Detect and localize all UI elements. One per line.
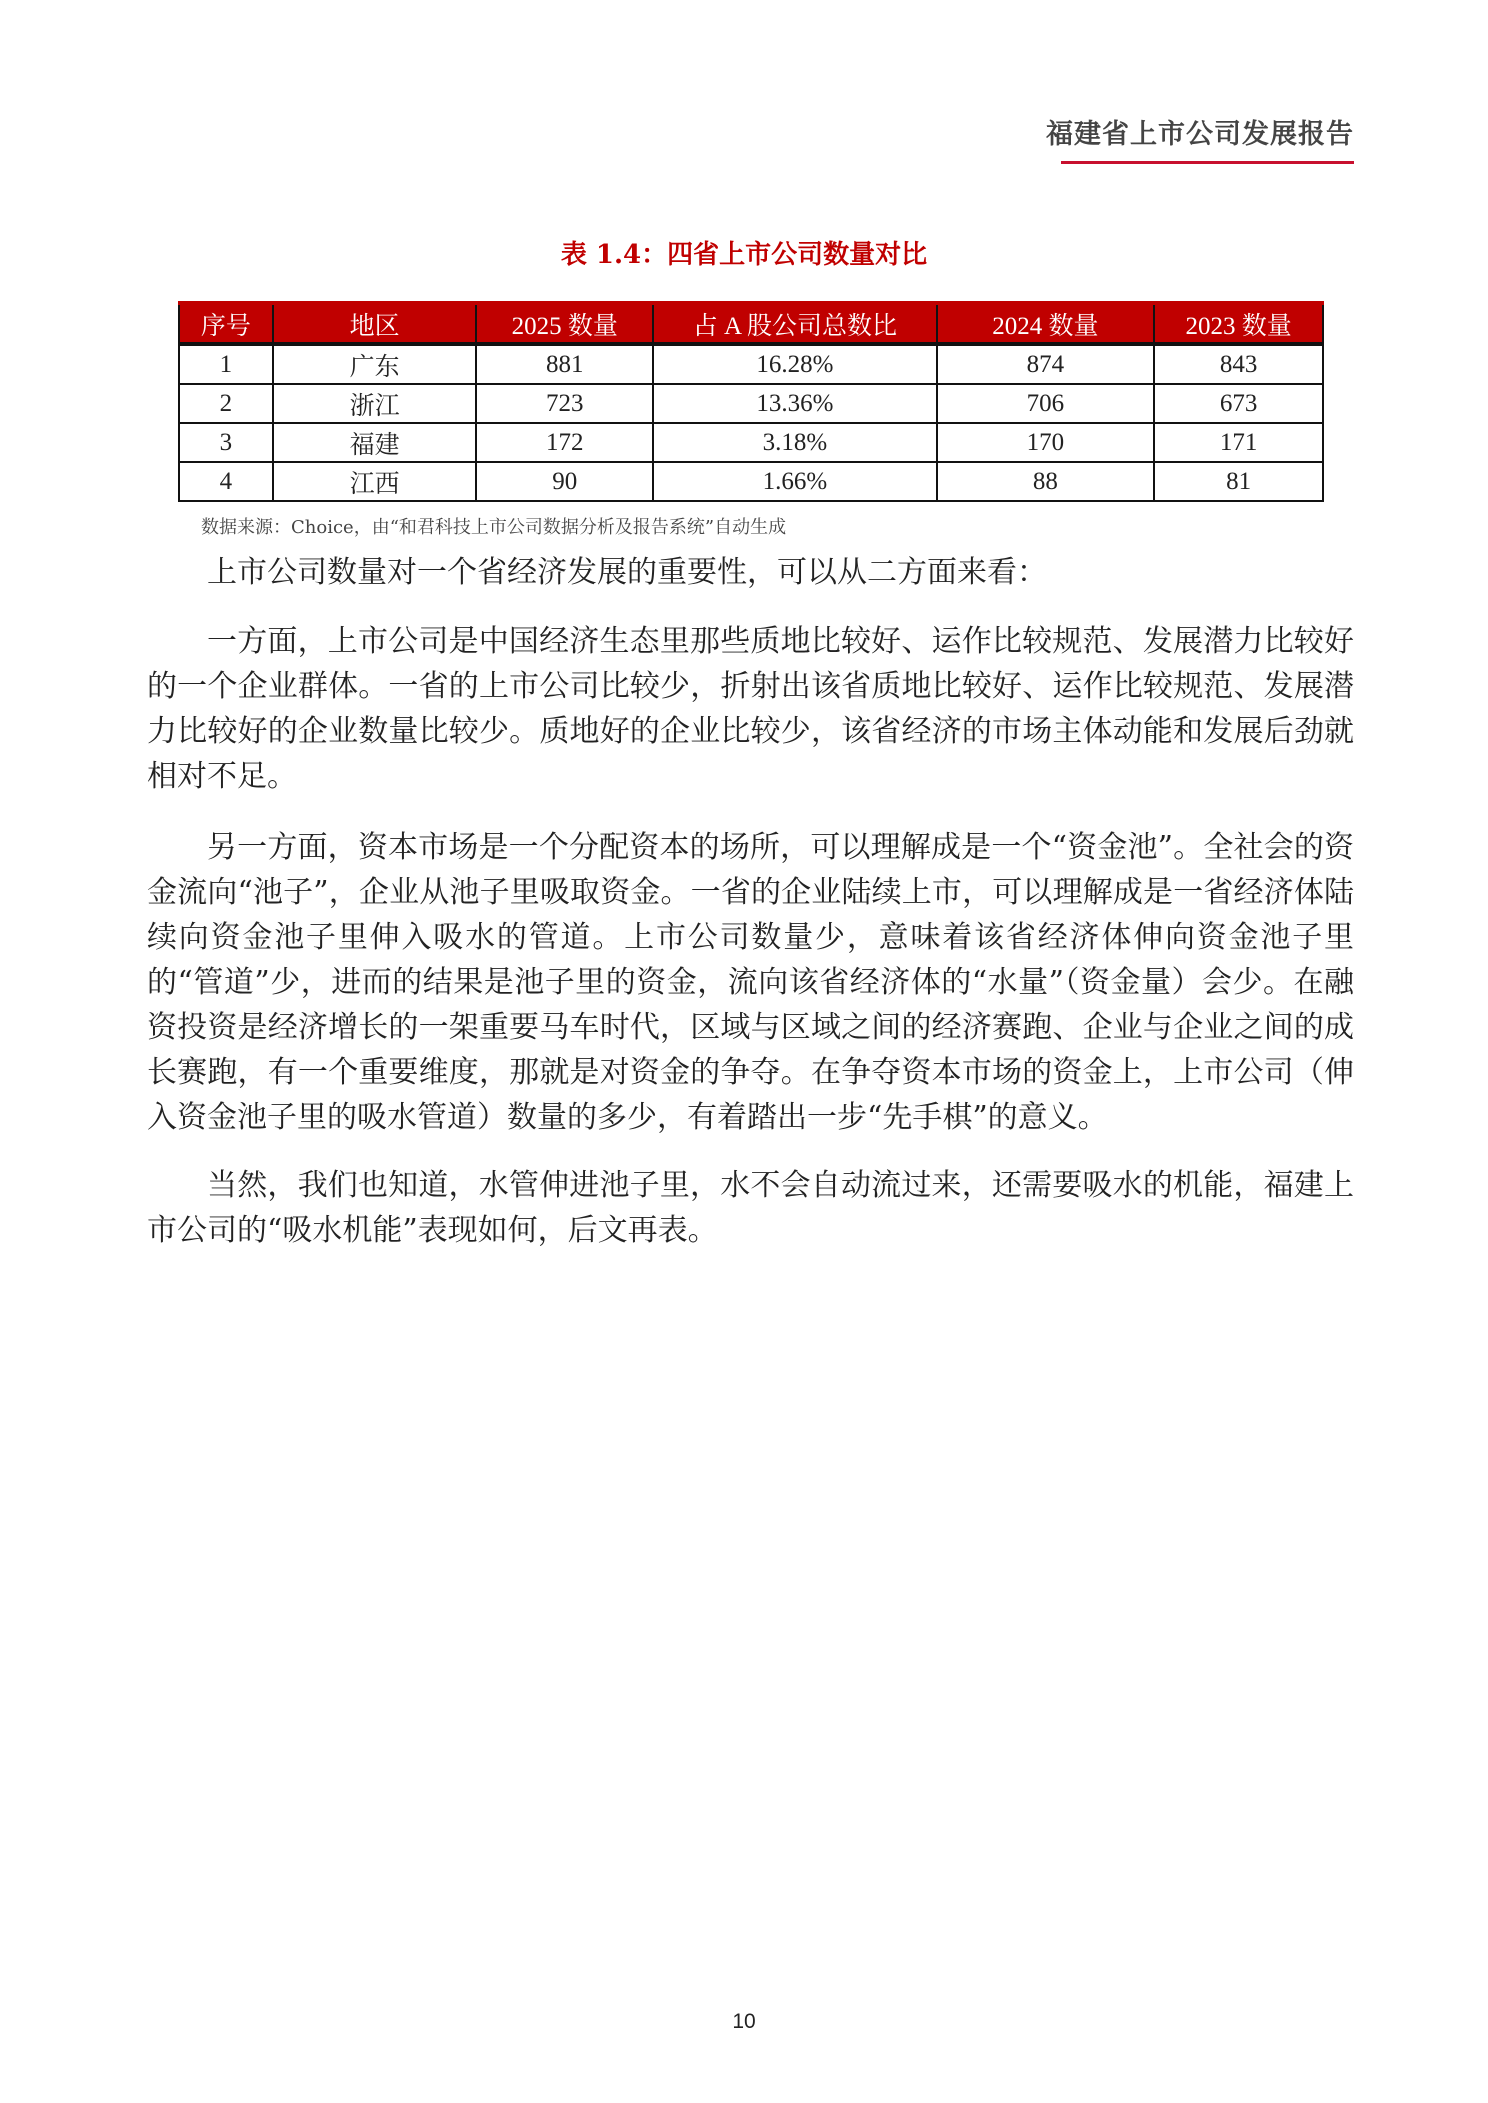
table-cell: 1.66% (653, 462, 937, 501)
table-cell: 广东 (273, 344, 477, 384)
header-divider (1061, 161, 1354, 164)
table-row (179, 384, 1323, 423)
table-cell: 171 (1154, 423, 1323, 462)
table-cell: 福建 (273, 423, 477, 462)
table-cell: 881 (476, 344, 653, 384)
column-header: 2024 数量 (937, 303, 1155, 344)
body-paragraph: 上市公司数量对一个省经济发展的重要性，可以从二方面来看： (207, 555, 1047, 590)
body-paragraph: 当然，我们也知道，水管伸进池子里，水不会自动流过来，还需要吸水的机能，福建上市公司的“吸水机能”表现如何，后文再表。 (147, 1168, 1354, 1248)
table-source-note: 数据来源：Choice，由“和君科技上市公司数据分析及报告系统”自动生成 (201, 517, 787, 538)
table-cell: 2 (179, 384, 273, 423)
table-cell: 江西 (273, 462, 477, 501)
column-header: 2023 数量 (1154, 303, 1323, 344)
table-cell: 浙江 (273, 384, 477, 423)
column-header: 2025 数量 (476, 303, 653, 344)
table-cell: 843 (1154, 344, 1323, 384)
column-header: 地区 (273, 303, 477, 344)
province-comparison-table (178, 301, 1324, 502)
column-header: 序号 (179, 303, 273, 344)
table-row (179, 423, 1323, 462)
column-header: 占 A 股公司总数比 (653, 303, 937, 344)
table-cell: 90 (476, 462, 653, 501)
table-row (179, 462, 1323, 501)
table-cell: 1 (179, 344, 273, 384)
table-cell: 3.18% (653, 423, 937, 462)
table-cell: 81 (1154, 462, 1323, 501)
body-paragraph: 一方面，上市公司是中国经济生态里那些质地比较好、运作比较规范、发展潜力比较好的一个企业群体。一省的上市公司比较少，折射出该省质地比较好、运作比较规范、发展潜力比较好的企业数量比较少。质地好的企业比较少，该省经济的市场主体动能和发展后劲就相对不足。 (147, 624, 1354, 794)
table-cell: 13.36% (653, 384, 937, 423)
table-cell: 874 (937, 344, 1155, 384)
table-cell: 673 (1154, 384, 1323, 423)
page-number: 10 (732, 2010, 756, 2033)
table-cell: 723 (476, 384, 653, 423)
table-cell: 170 (937, 423, 1155, 462)
table-cell: 16.28% (653, 344, 937, 384)
table-header-row (179, 303, 1323, 344)
running-header-title: 福建省上市公司发展报告 (1046, 119, 1354, 150)
table-caption: 表 1.4：四省上市公司数量对比 (560, 240, 928, 270)
table-cell: 706 (937, 384, 1155, 423)
table-cell: 88 (937, 462, 1155, 501)
body-paragraph: 另一方面，资本市场是一个分配资本的场所，可以理解成是一个“资金池”。全社会的资金流向“池子”，企业从池子里吸取资金。一省的企业陆续上市，可以理解成是一省经济体陆续向资金池子里伸入吸水的管道。上市公司数量少，意味着该省经济体伸向资金池子里的“管道”少，进而的结果是池子里的资金，流向该省经济体的“水量”（资金量）会少。在融资投资是经济增长的一架重要马车时代，区域与区域之间的经济赛跑、企业与企业之间的成长赛跑，有一个重要维度，那就是对资金的争夺。在争夺资本市场的资金上，上市公司（伸入资金池子里的吸水管道）数量的多少，有着踏出一步“先手棋”的意义。 (147, 830, 1354, 1135)
table-cell: 4 (179, 462, 273, 501)
table-cell: 3 (179, 423, 273, 462)
table-cell: 172 (476, 423, 653, 462)
table-row (179, 344, 1323, 384)
